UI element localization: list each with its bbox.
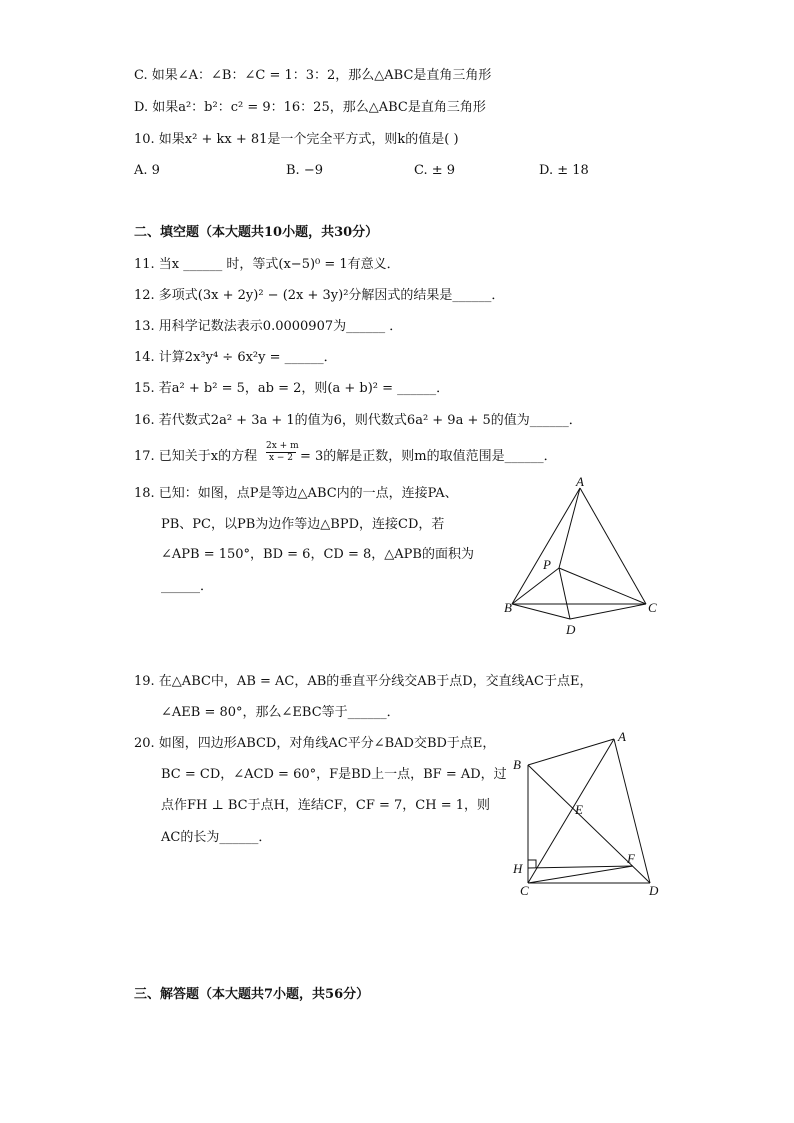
fig20-right-angle-mark (528, 860, 536, 868)
fig18-label-d: D (566, 622, 576, 637)
question-20-line2: BC = CD，∠ACD = 60°，F是BD上一点，BF = AD，过 (161, 767, 507, 782)
question-11: 11. 当x ______ 时，等式(x−5)⁰ = 1有意义． (134, 257, 400, 272)
question-17-part1: 17. 已知关于x的方程 (134, 449, 258, 464)
question-14: 14. 计算2x³y⁴ ÷ 6x²y = ______． (134, 350, 337, 365)
question-16: 16. 若代数式2a² + 3a + 1的值为6，则代数式6a² + 9a + 5的值为______． (134, 413, 582, 428)
question-20-line1: 20. 如图，四边形ABCD，对角线AC平分∠BAD交BD于点E， (134, 736, 496, 751)
figure-20 (505, 725, 670, 900)
fig18-label-p: P (543, 557, 551, 572)
question-13: 13. 用科学记数法表示0.0000907为______ ． (134, 319, 403, 334)
figure-18 (500, 476, 670, 641)
fig20-label-a: A (618, 729, 626, 744)
fig18-line-cd (570, 604, 646, 619)
question-18-line3: ∠APB = 150°，BD = 6，CD = 8，△APB的面积为 (161, 547, 474, 562)
fig20-label-e: E (575, 802, 583, 817)
fig20-label-f: F (627, 851, 635, 866)
fig20-line-cf (528, 866, 633, 883)
q17-fraction-numerator: 2x + m (266, 441, 299, 451)
fig20-label-h: H (513, 861, 523, 876)
q10-option-a: A. 9 (134, 163, 160, 178)
question-18-line2: PB、PC，以PB为边作等边△BPD，连接CD，若 (161, 517, 445, 532)
q17-fraction-denominator: x − 2 (268, 453, 294, 463)
question-20-line3: 点作FH ⊥ BC于点H，连结CF，CF = 7，CH = 1，则 (161, 798, 490, 813)
option-c: C. 如果∠A：∠B：∠C = 1：3：2，那么△ABC是直角三角形 (134, 68, 492, 83)
fig18-line-bd (512, 604, 570, 619)
question-15: 15. 若a² + b² = 5，ab = 2，则(a + b)² = ______． (134, 381, 450, 396)
question-17-part2: = 3的解是正数，则m的取值范围是______． (300, 449, 557, 464)
fig18-label-b: B (504, 600, 512, 615)
option-d: D. 如果a²：b²：c² = 9：16：25，那么△ABC是直角三角形 (134, 100, 486, 115)
fig18-line-pd (559, 568, 570, 619)
q10-option-c: C. ± 9 (414, 163, 456, 178)
question-10: 10. 如果x² + kx + 81是一个完全平方式，则k的值是( ) (134, 132, 459, 147)
fig20-label-b: B (513, 757, 521, 772)
fig18-line-pb (512, 568, 559, 604)
q10-option-d: D. ± 18 (539, 163, 589, 178)
question-19-line2: ∠AEB = 80°，那么∠EBC等于______． (161, 705, 400, 720)
q17-fraction (266, 441, 299, 464)
question-18-line1: 18. 已知：如图，点P是等边△ABC内的一点，连接PA、 (134, 486, 458, 501)
fig18-line-ac (580, 488, 646, 604)
fig18-line-pc (559, 568, 646, 604)
question-12: 12. 多项式(3x + 2y)² − (2x + 3y)²分解因式的结果是______． (134, 288, 505, 303)
q10-option-b: B. −9 (286, 163, 323, 178)
fig20-line-fh (528, 866, 633, 868)
fig18-label-a: A (576, 476, 584, 489)
section-2-heading: 二、填空题（本大题共10小题，共30分） (134, 225, 379, 240)
section-3-heading: 三、解答题（本大题共7小题，共56分） (134, 987, 370, 1002)
fig20-label-d: D (649, 883, 659, 898)
question-18-line4: ______． (161, 579, 214, 594)
fig20-label-c: C (520, 883, 529, 898)
fig18-line-pa (559, 488, 580, 568)
question-19-line1: 19. 在△ABC中，AB = AC，AB的垂直平分线交AB于点D，交直线AC于点E， (134, 674, 593, 689)
question-20-line4: AC的长为______． (161, 830, 272, 845)
fig18-line-ab (512, 488, 580, 604)
fig18-label-c: C (648, 600, 657, 615)
